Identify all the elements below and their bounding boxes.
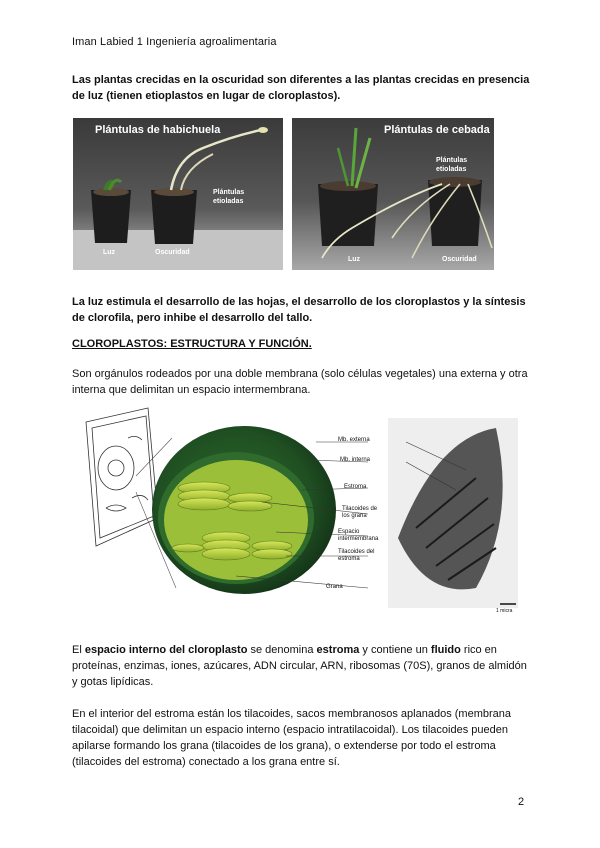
bean-photo-title: Plántulas de habichuela	[95, 124, 221, 136]
label-stroma-thylakoids: Tilacoides del estroma	[338, 549, 375, 562]
page-number: 2	[518, 796, 525, 808]
bean-seedlings-photo	[73, 118, 283, 270]
stroma-bold-3: fluido	[430, 644, 461, 656]
thylakoid-paragraph: En el interior del estroma están los tilacoides, sacos membranosos aplanados (membrana tilacoidal) que delimitan un espacio interno (espacio intratilacoidal). Los tilacoides pueden apilarse formando los grana (tilacoides de los grana), o extenderse por todo el estroma (tilacoides del estroma) conectado a los grana entre sí.	[72, 708, 511, 768]
label-stroma: Estroma	[344, 484, 367, 490]
label-grana: Grana	[326, 584, 343, 590]
barley-dark-label: Oscuridad	[442, 256, 477, 263]
stroma-text-2: se denomina	[247, 644, 317, 656]
stroma-bold-2: estroma	[316, 644, 360, 656]
intro-paragraph: Las plantas crecidas en la oscuridad son diferentes a las plantas crecidas en presencia de luz (tienen etioplastos en lugar de cloroplastos).	[72, 74, 530, 102]
chloroplast-illustration	[76, 398, 524, 622]
stroma-text-3: y contiene un	[359, 644, 431, 656]
page-header: Iman Labied 1 Ingeniería agroalimentaria	[72, 36, 277, 48]
stroma-bold-1: espacio interno del cloroplasto	[84, 644, 248, 656]
bean-etiolated-label: Plántulas etioladas	[213, 189, 245, 205]
section-heading: CLOROPLASTOS: ESTRUCTURA Y FUNCIÓN.	[72, 338, 312, 350]
label-inner-membrane: Mb. interna	[340, 457, 371, 463]
stroma-paragraph	[72, 642, 532, 690]
label-intermembrane-space: Espacio intermembrana	[338, 529, 379, 542]
barley-photo-title: Plántulas de cebada	[384, 124, 490, 136]
label-scale: 1 micra	[496, 608, 513, 614]
barley-seedlings-illustration	[292, 118, 494, 270]
light-effect-paragraph: La luz estimula el desarrollo de las hojas, el desarrollo de los cloroplastos y la síntesis de clorofila, pero inhibe el desarrollo del tallo.	[72, 296, 526, 324]
organelle-paragraph: Son orgánulos rodeados por una doble membrana (solo células vegetales) una externa y otra interna que delimitan un espacio intermembrana.	[72, 368, 528, 396]
stroma-text-1: El	[72, 644, 85, 656]
bean-dark-label: Oscuridad	[155, 249, 190, 256]
label-outer-membrane: Mb. externa	[338, 437, 370, 443]
stroma-text-4: rico en proteínas, enzimas, iones, azúcares, ADN circular, ARN, ribosomas (70S), granos de almidón y gotas lipídicas.	[72, 644, 527, 688]
chloroplast-diagram	[76, 398, 524, 622]
barley-seedlings-photo	[292, 118, 494, 270]
label-grana-thylakoids: Tilacoides de los grana	[342, 506, 378, 519]
barley-etiolated-label: Plántulas etioladas	[436, 157, 468, 173]
bean-light-label: Luz	[103, 249, 116, 256]
barley-light-label: Luz	[348, 256, 361, 263]
